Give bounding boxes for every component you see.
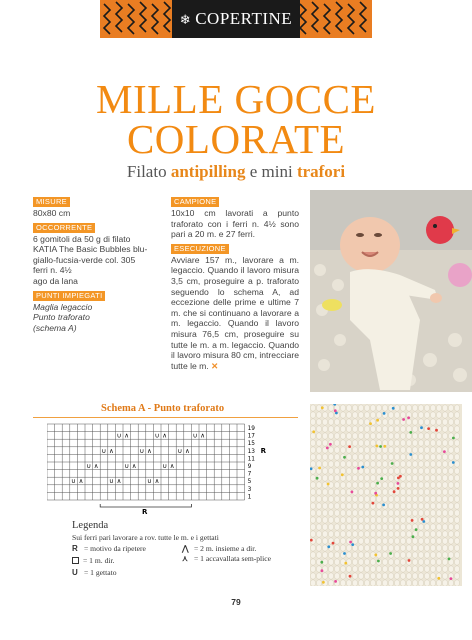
legend-item-ssk: ⋏ = 1 accavallata sem-plice bbox=[182, 554, 272, 563]
yarn-over-mark: ∪ bbox=[162, 462, 167, 470]
decrease-mark: ∧ bbox=[78, 477, 84, 486]
chart-grid bbox=[47, 420, 287, 516]
legend-item-repeat: R = motivo da ripetere bbox=[72, 544, 146, 553]
repeat-label-horizontal: R bbox=[142, 508, 148, 516]
decrease-mark: ∧ bbox=[124, 431, 129, 440]
legend-item-yarnover: U = 1 gettato bbox=[72, 568, 117, 577]
row-number: 3 bbox=[247, 486, 252, 493]
decrease-mark: ∧ bbox=[109, 446, 114, 455]
row-number: 1 bbox=[247, 494, 252, 501]
yarn-over-mark: ∪ bbox=[177, 446, 183, 455]
decrease-mark: ∧ bbox=[131, 462, 137, 470]
yarn-over-mark: ∪ bbox=[147, 477, 152, 486]
misure-label: MISURE bbox=[33, 197, 70, 207]
baby-photo bbox=[310, 190, 472, 392]
page-title-line1: MILLE GOCCE bbox=[96, 76, 376, 122]
legend-subtitle: Sui ferri pari lavorare a rov. tutte le m. e i gettati bbox=[72, 533, 219, 542]
row-number: 15 bbox=[247, 441, 255, 448]
yarn-over-mark: ∪ bbox=[116, 431, 122, 440]
row-number: 19 bbox=[247, 426, 255, 432]
repeat-label-vertical: R bbox=[260, 446, 266, 455]
decrease-mark: ∧ bbox=[185, 446, 190, 455]
page-title-line2: COLORATE bbox=[126, 116, 346, 162]
yarn-over-mark: ∪ bbox=[192, 431, 198, 440]
row-number: 11 bbox=[247, 456, 255, 463]
decrease-mark: ∧ bbox=[147, 446, 152, 455]
occorrente-label: OCCORRENTE bbox=[33, 223, 95, 233]
row-number: 5 bbox=[247, 479, 252, 486]
yarn-over-mark: ∪ bbox=[139, 446, 145, 455]
knitting-chart bbox=[47, 420, 287, 521]
repeat-bracket bbox=[100, 504, 191, 507]
yarn-over-mark: ∪ bbox=[101, 446, 107, 455]
legend-item-knit: = 1 m. dir. bbox=[72, 556, 115, 565]
decrease-mark: ∧ bbox=[200, 431, 205, 440]
materials-column bbox=[33, 196, 151, 336]
campione-text: 10x10 cm lavorati a punto traforato con i ferri n. 4½ sono pari a 20 m. e 27 ferri. bbox=[171, 208, 299, 240]
yarn-over-mark: ∪ bbox=[109, 477, 114, 486]
page-number: 79 bbox=[231, 597, 241, 607]
legend-item-k2tog: ⋀ = 2 m. insieme a dir. bbox=[182, 544, 257, 553]
yarn-over-mark: ∪ bbox=[86, 462, 91, 470]
row-number: 17 bbox=[247, 433, 255, 440]
yarn-over-mark: ∪ bbox=[124, 462, 129, 470]
decrease-mark: ∧ bbox=[93, 462, 99, 470]
schema-title: Schema A - Punto traforato bbox=[101, 403, 225, 414]
banner-label: ❄ COPERTINE bbox=[179, 9, 293, 28]
divider bbox=[33, 417, 298, 418]
esecuzione-text: Avviare 157 m., lavorare a m. legaccio. Quando il lavoro misura 3,5 cm, proseguire a p. traforato seguendo lo schema A, ad eccezione delle prime e ultime 7 m. che si continuano a lavorare a m. legaccio. Quando il lavoro misura 76,5 cm, proseguire su tutte le m. a m. legaccio. Quando il lavoro misura 80 cm, intrecciare tutte le m. ✕ bbox=[171, 254, 299, 371]
instructions-column bbox=[171, 196, 299, 374]
occorrente-text: 6 gomitoli da 50 g di filato KATIA The Basic Bubbles blu-giallo-fucsia-verde col. 305 ferri n. 4½ ago da lana bbox=[33, 233, 148, 286]
punti-text: Maglia legaccio Punto traforato (schema A) bbox=[33, 301, 93, 333]
decrease-mark: ∧ bbox=[116, 477, 122, 486]
punti-label: PUNTI IMPIEGATI bbox=[33, 291, 105, 301]
row-number: 13 bbox=[247, 448, 255, 455]
misure-text: 80x80 cm bbox=[33, 208, 71, 218]
row-number: 7 bbox=[247, 471, 252, 478]
decrease-mark: ∧ bbox=[169, 462, 175, 470]
legend-title: Legenda bbox=[72, 520, 109, 531]
decrease-mark: ∧ bbox=[154, 477, 160, 486]
section-banner bbox=[100, 0, 372, 38]
swatch-photo bbox=[310, 404, 462, 586]
yarn-over-mark: ∪ bbox=[71, 477, 76, 486]
decrease-mark: ∧ bbox=[162, 431, 167, 440]
campione-label: CAMPIONE bbox=[171, 197, 219, 207]
yarn-over-mark: ∪ bbox=[154, 431, 160, 440]
page-subtitle: Filato antipilling e mini trafori bbox=[126, 162, 346, 181]
esecuzione-label: ESECUZIONE bbox=[171, 244, 229, 254]
empty-square-icon bbox=[72, 557, 79, 564]
end-mark-icon: ✕ bbox=[211, 360, 219, 371]
row-number: 9 bbox=[247, 464, 252, 470]
